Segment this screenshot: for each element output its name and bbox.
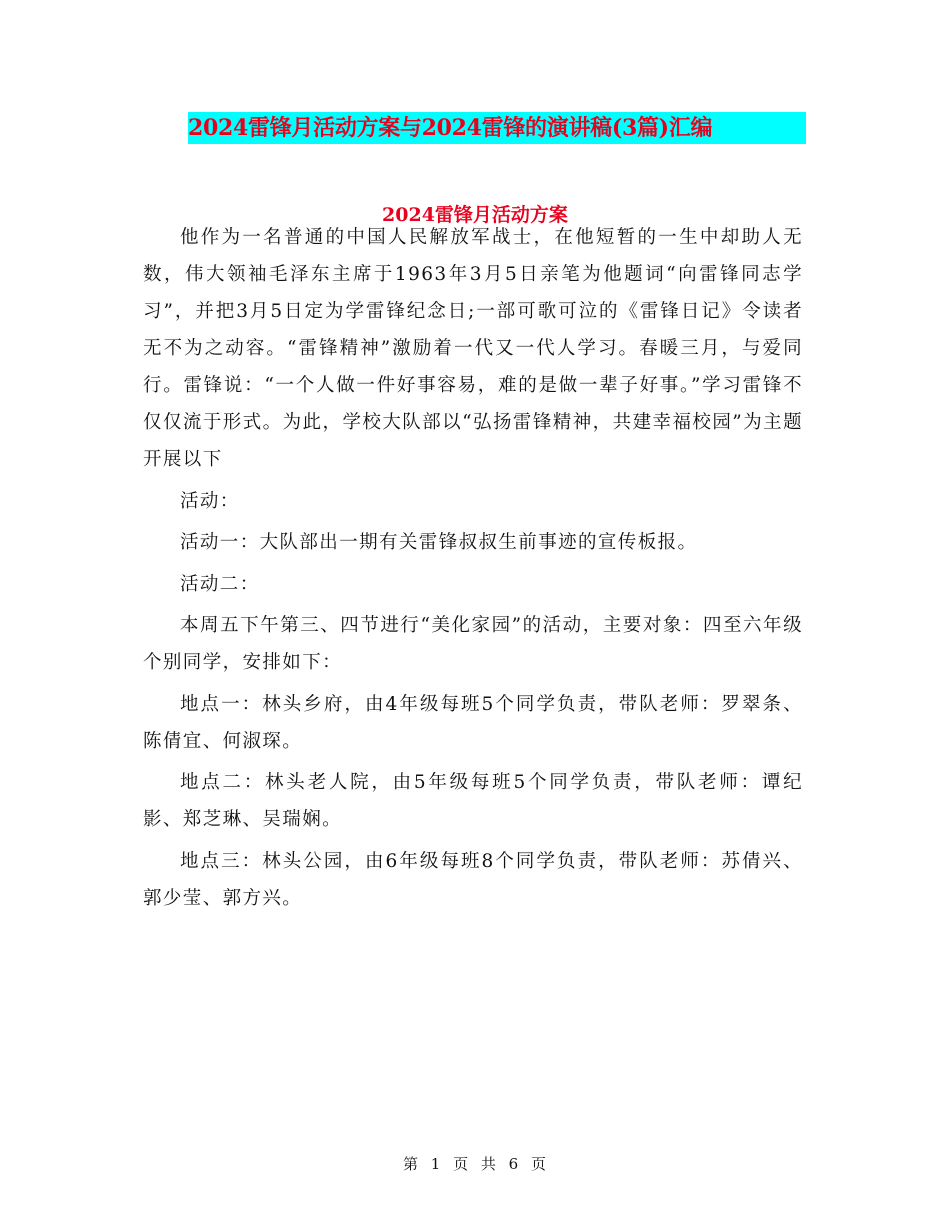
document-title: 2024雷锋月活动方案与2024雷锋的演讲稿(3篇)汇编 (188, 112, 806, 144)
paragraph-activity-two-detail: 本周五下午第三、四节进行“美化家园”的活动，主要对象：四至六年级个别同学，安排如下： (143, 615, 803, 673)
paragraph-activity-one: 活动一：大队部出一期有关雷锋叔叔生前事迹的宣传板报。 (180, 532, 698, 553)
paragraph-intro: 他作为一名普通的中国人民解放军战士，在他短暂的一生中却助人无数，伟大领袖毛泽东主席于1963年3月5日亲笔为他题词“向雷锋同志学习”，并把3月5日定为学雷锋纪念日;一部可歌可泣的《雷锋日记》令读者无不为之动容。“雷锋精神”激励着一代又一代人学习。春暖三月，与爱同行。雷锋说：“一个人做一件好事容易，难的是做一辈子好事。”学习雷锋不仅仅流于形式。为此，学校大队部以“弘扬雷锋精神，共建幸福校园”为主题开展以下 (143, 227, 803, 470)
section-title: 2024雷锋月活动方案 (382, 204, 568, 226)
paragraph-activities-heading: 活动： (180, 490, 240, 512)
document-body (143, 219, 803, 921)
paragraph-location-one: 地点一：林头乡府，由4年级每班5个同学负责，带队老师：罗翠条、陈倩宜、何淑琛。 (143, 693, 803, 752)
paragraph-location-two: 地点二：林头老人院，由5年级每班5个同学负责，带队老师：谭纪影、郑芝琳、吴瑞娴。 (143, 772, 803, 830)
paragraph-location-three: 地点三：林头公园，由6年级每班8个同学负责，带队老师：苏倩兴、郭少莹、郭方兴。 (143, 850, 803, 909)
page-footer: 第 1 页 共 6 页 (403, 1155, 547, 1173)
paragraph-activity-two-heading: 活动二： (180, 573, 260, 595)
